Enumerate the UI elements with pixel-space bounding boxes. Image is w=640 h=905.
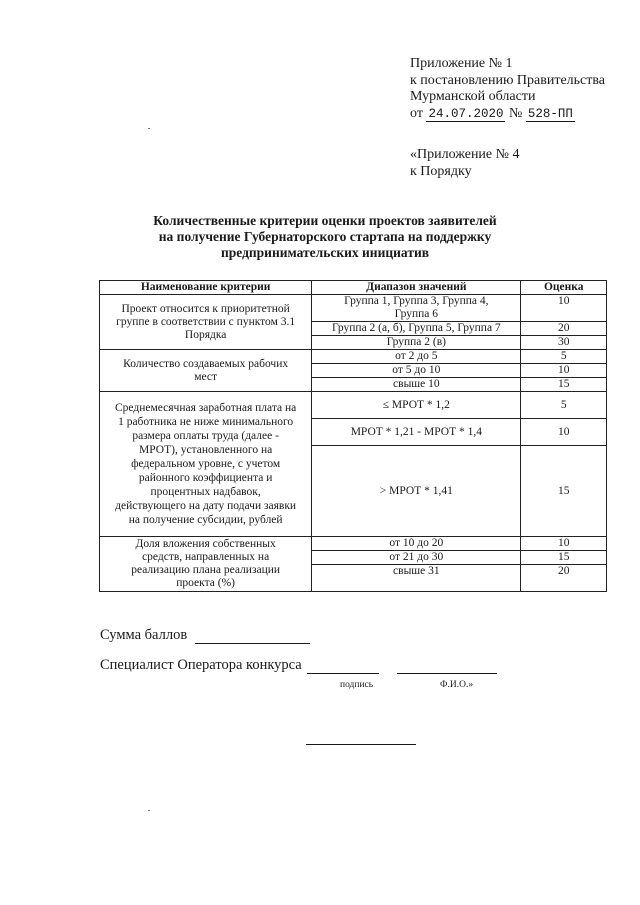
- score-cell: 20: [521, 322, 607, 336]
- specialist-line: [100, 657, 497, 674]
- range-cell: Группа 2 (а, б), Группа 5, Группа 7: [312, 322, 521, 336]
- signature-caption: подпись: [340, 680, 374, 690]
- table-row: [100, 350, 607, 364]
- range-cell: свыше 31: [312, 565, 521, 592]
- annex-line-2: к Порядку: [410, 163, 472, 179]
- range-cell: Группа 1, Группа 3, Группа 4, Группа 6: [312, 295, 521, 322]
- score-cell: 5: [521, 392, 607, 419]
- range-cell: свыше 10: [312, 378, 521, 392]
- document-header: [410, 56, 605, 122]
- title-line-2: на получение Губернаторского стартапа на поддержку: [158, 229, 492, 244]
- range-cell: от 10 до 20: [312, 537, 521, 551]
- specialist-label: Специалист Оператора конкурса: [100, 657, 302, 673]
- range-cell: от 21 до 30: [312, 551, 521, 565]
- document-date: 24.07.2020: [428, 106, 504, 121]
- header-line-2: к постановлению Правительства: [410, 72, 606, 88]
- range-cell: ≤ МРОТ * 1,2: [312, 392, 521, 419]
- criterion-cell: Проект относится к приоритетной группе в соответствии с пунктом 3.1 Порядка: [100, 295, 312, 350]
- name-caption: Ф.И.О.»: [440, 680, 474, 690]
- criteria-table: [99, 280, 607, 592]
- sum-blank: [195, 630, 310, 644]
- score-cell: 20: [521, 565, 607, 592]
- header-date-line: [410, 106, 605, 123]
- header-score: Оценка: [521, 281, 607, 295]
- range-cell: МРОТ * 1,21 - МРОТ * 1,4: [312, 419, 521, 446]
- table-header-row: [100, 281, 607, 295]
- score-cell: 15: [521, 551, 607, 565]
- table-row: [100, 295, 607, 322]
- score-cell: 10: [521, 295, 607, 322]
- range-cell: > МРОТ * 1,41: [312, 446, 521, 537]
- score-cell: 15: [521, 378, 607, 392]
- name-blank: [397, 660, 497, 674]
- document-number: 528-ПП: [527, 106, 573, 121]
- date-prefix: от: [410, 105, 423, 121]
- document-title: [120, 213, 530, 261]
- annex-line-1: «Приложение № 4: [410, 147, 520, 162]
- score-cell: 5: [521, 350, 607, 364]
- title-line-1: Количественные критерии оценки проектов заявителей: [153, 213, 497, 228]
- annex-reference: [410, 147, 520, 180]
- criterion-cell: Количество создаваемых рабочих мест: [100, 350, 312, 392]
- range-cell: Группа 2 (в): [312, 336, 521, 350]
- table-row: [100, 392, 607, 419]
- number-prefix: №: [508, 105, 523, 121]
- score-sum-line: [100, 627, 310, 644]
- criterion-cell: Среднемесячная заработная плата на 1 работника не ниже минимального размера оплаты труда (далее - МРОТ), установленного на федеральном уровне, с учетом районного коэффициента и процентных надбавок, действующего на дату подачи заявки на получение субсидии, рублей: [100, 392, 312, 537]
- signature-blank: [307, 660, 379, 674]
- closing-rule: [306, 744, 416, 745]
- range-cell: от 5 до 10: [312, 364, 521, 378]
- header-range: Диапазон значений: [312, 281, 521, 295]
- title-line-3: предпринимательских инициатив: [220, 245, 430, 260]
- range-cell: от 2 до 5: [312, 350, 521, 364]
- table-row: [100, 537, 607, 551]
- score-cell: 15: [521, 446, 607, 537]
- score-cell: 10: [521, 364, 607, 378]
- header-line-1: Приложение № 1: [410, 56, 513, 71]
- score-cell: 30: [521, 336, 607, 350]
- score-cell: 10: [521, 419, 607, 446]
- header-criterion: Наименование критерии: [100, 281, 312, 295]
- header-line-3: Мурманской области: [410, 89, 536, 104]
- sum-label: Сумма баллов: [100, 627, 188, 643]
- scan-speck: [148, 128, 150, 129]
- criterion-cell: Доля вложения собственных средств, направленных на реализацию плана реализации проекта (%): [100, 537, 312, 592]
- score-cell: 10: [521, 537, 607, 551]
- scan-speck: [148, 810, 150, 811]
